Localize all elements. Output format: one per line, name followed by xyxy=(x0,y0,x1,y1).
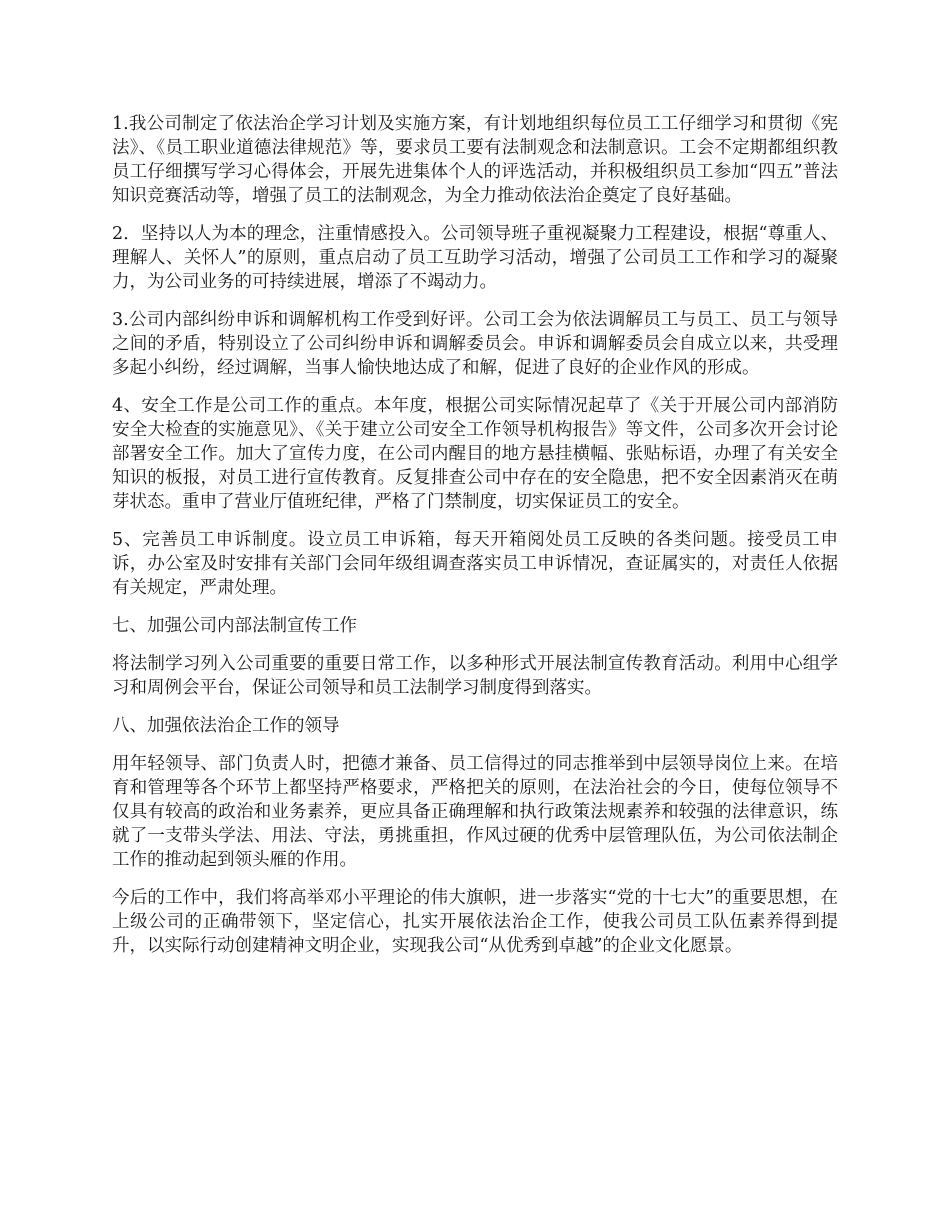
paragraph-2: 2．坚持以人为本的理念，注重情感投入。公司领导班子重视凝聚力工程建设，根据“尊重人、理解人、关怀人”的原则，重点启动了员工互助学习活动，增强了公司员工工作和学习的凝聚力，为公司业务的可持续进展，增添了不竭动力。 xyxy=(112,224,838,292)
paragraph-6: 将法制学习列入公司重要的重要日常工作，以多种形式开展法制宣传教育活动。利用中心组学习和周例会平台，保证公司领导和员工法制学习制度得到落实。 xyxy=(112,654,838,698)
paragraph-4: 4、安全工作是公司工作的重点。本年度，根据公司实际情况起草了《关于开展公司内部消防安全大检查的实施意见》、《关于建立公司安全工作领导机构报告》等文件，公司多次开会讨论部署安全工作。加大了宣传力度，在公司内醒目的地方悬挂横幅、张贴标语，办理了有关安全知识的板报，对员工进行宣传教育。反复排查公司中存在的安全隐患，把不安全因素消灭在萌芽状态。重申了营业厅值班纪律，严格了门禁制度，切实保证员工的安全。 xyxy=(112,396,838,512)
paragraph-3: 3.公司内部纠纷申诉和调解机构工作受到好评。公司工会为依法调解员工与员工、员工与领导之间的矛盾，特别设立了公司纠纷申诉和调解委员会。申诉和调解委员会自成立以来，共受理多起小纠纷，经过调解，当事人愉快地达成了和解，促进了良好的企业作风的形成。 xyxy=(112,310,838,378)
paragraph-5: 5、完善员工申诉制度。设立员工申诉箱，每天开箱阅处员工反映的各类问题。接受员工申诉，办公室及时安排有关部门会同年级组调查落实员工申诉情况，查证属实的，对责任人依据有关规定，严肃处理。 xyxy=(112,530,838,598)
paragraph-1: 1.我公司制定了依法治企学习计划及实施方案，有计划地组织每位员工工仔细学习和贯彻《宪法》、《员工职业道德法律规范》等，要求员工要有法制观念和法制意识。工会不定期都组织教员工仔细撰写学习心得体会，开展先进集体个人的评选活动，并积极组织员工参加“四五”普法知识竞赛活动等，增强了员工的法制观念，为全力推动依法治企奠定了良好基础。 xyxy=(112,114,838,206)
paragraph-7: 用年轻领导、部门负责人时，把德才兼备、员工信得过的同志推举到中层领导岗位上来。在培育和管理等各个环节上都坚持严格要求，严格把关的原则，在法治社会的今日，使每位领导不仅具有较高的政治和业务素养，更应具备正确理解和执行政策法规素养和较强的法律意识，练就了一支带头学法、用法、守法，勇挑重担，作风过硬的优秀中层管理队伍，为公司依法制企工作的推动起到领头雁的作用。 xyxy=(112,754,838,870)
paragraph-8: 今后的工作中，我们将高举邓小平理论的伟大旗帜，进一步落实“党的十七大”的重要思想，在上级公司的正确带领下，坚定信心，扎实开展依法治企工作，使我公司员工队伍素养得到提升，以实际行动创建精神文明企业，实现我公司“从优秀到卓越”的企业文化愿景。 xyxy=(112,888,838,956)
section-heading-7: 七、加强公司内部法制宣传工作 xyxy=(112,616,357,636)
section-heading-8: 八、加强依法治企工作的领导 xyxy=(112,716,340,736)
